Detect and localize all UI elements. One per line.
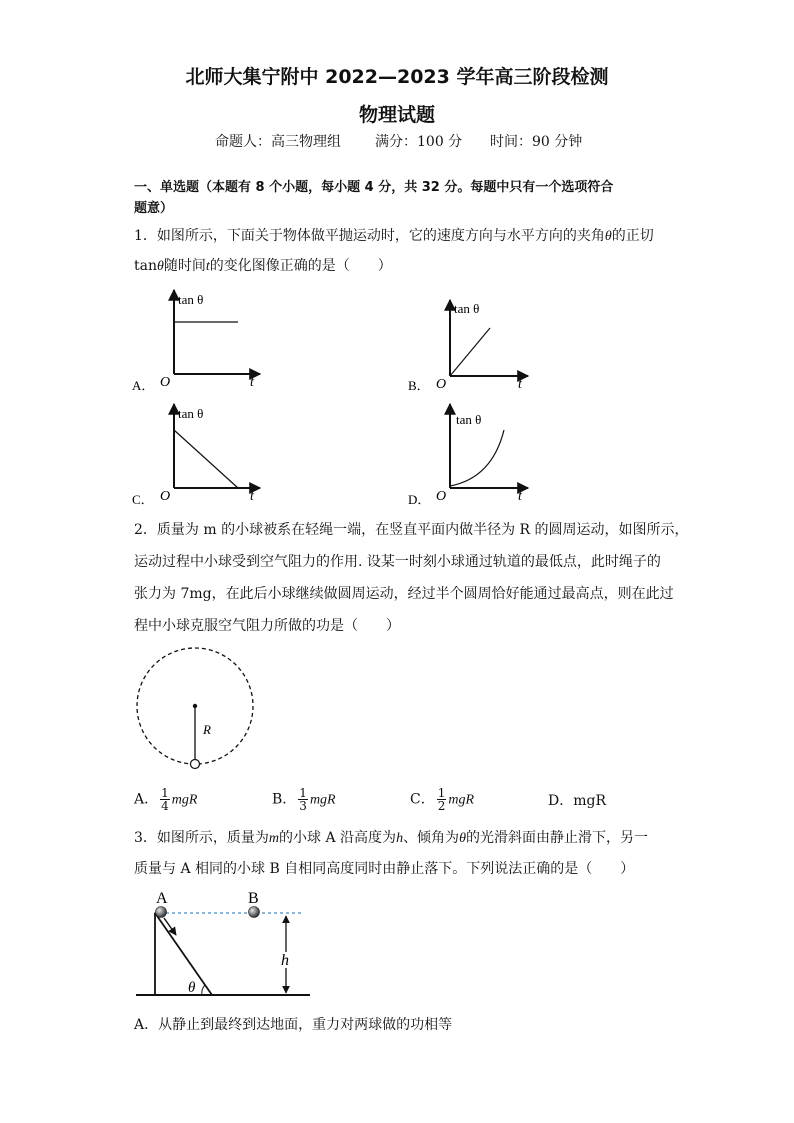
q2-figure (130, 642, 260, 777)
option-prefix: A． (134, 791, 159, 808)
q1-text-line2 (134, 256, 392, 277)
option-expression: mgR (309, 792, 336, 808)
y-axis-label: tan θ (456, 412, 482, 427)
option-c-label: C． (132, 492, 154, 507)
origin-label: O (160, 375, 171, 390)
origin-label: O (436, 377, 447, 392)
height-label: h (281, 952, 289, 969)
q1-text-part: 的变化图像正确的是（ ） (209, 258, 392, 274)
q3-text-line2: 质量与 A 相同的小球 B 自相同高度同时由静止落下。下列说法正确的是（ ） (134, 861, 635, 877)
denominator: 4 (161, 799, 169, 813)
numerator: 1 (437, 786, 446, 800)
x-axis-label: t (250, 489, 254, 504)
score-label: 满分：100 分 (375, 134, 463, 150)
origin-label: O (436, 489, 447, 504)
graph-a (132, 290, 260, 393)
q3-text-part: 的光滑斜面由静止滑下，另一 (465, 830, 648, 846)
y-axis-label: tan θ (178, 292, 204, 307)
theta-symbol: θ (157, 259, 164, 274)
q2-option-d (548, 791, 606, 811)
ball-b (249, 907, 260, 918)
x-axis-label: t (250, 375, 254, 390)
option-a-label: A． (132, 378, 155, 393)
m-symbol: m (268, 831, 280, 846)
denominator: 3 (299, 799, 307, 813)
angle-arc (202, 985, 205, 995)
option-prefix: C． (410, 791, 435, 808)
linear-line (450, 328, 490, 376)
graph-d (408, 404, 528, 507)
page-subtitle: 物理试题 (358, 104, 435, 126)
q2-option-a (134, 787, 197, 812)
page-title: 北师大集宁附中 2022—2023 学年高三阶段检测 (185, 66, 609, 88)
author-label: 命题人：高三物理组 (215, 134, 341, 150)
velocity-arrow (164, 918, 176, 935)
increasing-curve (450, 430, 504, 486)
section-heading-cont: 题意） (134, 201, 174, 216)
time-label: 时间：90 分钟 (490, 134, 583, 150)
t-symbol: t (205, 259, 210, 274)
q1-text-part: 1．如图所示，下面关于物体做平抛运动时，它的速度方向与水平方向的夹角 (134, 228, 605, 244)
origin-label: O (160, 489, 171, 504)
q1-text-part: 随时间 (163, 258, 206, 274)
option-d-label: D． (408, 492, 431, 507)
numerator: 1 (161, 786, 169, 800)
fraction (298, 787, 308, 812)
ball-a-label: A (156, 890, 168, 907)
ball-b-label: B (248, 890, 259, 907)
y-axis-label: tan θ (178, 406, 204, 421)
decreasing-line (174, 430, 238, 488)
q3-figure (130, 886, 320, 1002)
theta-symbol: θ (604, 229, 612, 244)
option-b-label: B． (408, 378, 430, 393)
graph-c (132, 404, 260, 507)
q1-text-line1 (134, 226, 654, 247)
fraction (437, 787, 447, 812)
y-axis-label: tan θ (454, 301, 480, 316)
x-axis-label: t (518, 489, 522, 504)
q1-graphs (120, 280, 540, 510)
denominator: 2 (437, 799, 446, 813)
q2-text-line1: 2．质量为 m 的小球被系在轻绳一端，在竖直平面内做半径为 R 的圆周运动，如图所示， (134, 522, 689, 538)
q1-text-part: 的正切 (611, 228, 654, 244)
q3-text-part: 3．如图所示，质量为 (134, 830, 269, 846)
option-prefix: D． (548, 793, 574, 809)
q2-text-line3: 张力为 7mg，在此后小球继续做圆周运动，经过半个圆周恰好能通过最高点，则在此过 (134, 586, 674, 602)
graph-b (408, 300, 528, 393)
q2-text-line4: 程中小球克服空气阻力所做的功是（ ） (134, 618, 400, 634)
q2-option-c (410, 787, 474, 812)
numerator: 1 (299, 786, 307, 800)
ball (191, 760, 200, 769)
radius-label: R (203, 722, 211, 737)
q3-text-line1 (134, 828, 648, 849)
q2-text-line2: 运动过程中小球受到空气阻力的作用. 设某一时刻小球通过轨道的最低点，此时绳子的 (134, 554, 661, 570)
option-expression: mgR (171, 792, 198, 808)
q2-option-b (272, 787, 336, 812)
h-symbol: h (396, 831, 404, 846)
fraction (160, 787, 170, 812)
x-axis-label: t (518, 377, 522, 392)
q1-text-part: tan (134, 258, 157, 274)
theta-symbol: θ (459, 831, 466, 846)
q3-option-a: A．从静止到最终到达地面，重力对两球做的功相等 (134, 1017, 453, 1033)
option-expression: mgR (448, 792, 475, 808)
option-expression: mgR (573, 793, 607, 809)
section-heading: 一、单选题（本题有 8 个小题，每小题 4 分，共 32 分。每题中只有一个选项符合 (134, 180, 614, 195)
angle-label: θ (188, 980, 196, 996)
ball-a (156, 907, 167, 918)
option-prefix: B． (272, 791, 297, 808)
q3-text-part: 的小球 A 沿高度为 (279, 830, 397, 846)
q3-text-part: 、倾角为 (403, 830, 460, 846)
incline-slope (155, 913, 212, 995)
